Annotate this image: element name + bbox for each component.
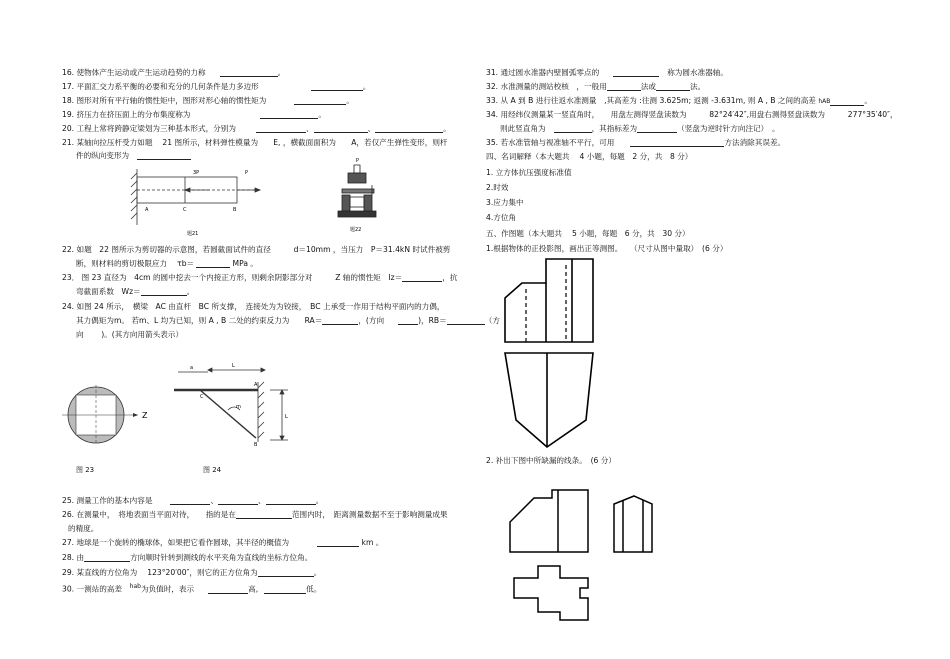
- svg-text:3P: 3P: [193, 170, 200, 176]
- question-20: 20. 工程上常将跨静定梁划为三种基本形式，分别为 、 、 。: [62, 124, 451, 133]
- svg-text:a: a: [190, 365, 194, 371]
- svg-text:B: B: [233, 207, 237, 213]
- question-34-cont: 则此竖直角为 ，其指标差为 （竖盘为逆时针方向注记） 。: [500, 124, 780, 133]
- svg-text:B: B: [254, 442, 258, 448]
- question-26: 26. 在测量中， 将地表面当平面对待， 指的是在 范围内时， 距离测量数据不至于影响测量成果: [62, 510, 448, 519]
- svg-text:L: L: [232, 363, 235, 369]
- question-17: 17. 平面汇交力系平衡的必要和充分的几何条件是力多边形 。: [62, 82, 371, 91]
- drawing-2-figure: [500, 488, 680, 628]
- question-24-cont: 其力偶矩为m。 若m、L 均为已知，则 A , B 二处的约束反力为 RA＝ ，(方向 )，RB＝ （方: [76, 316, 500, 325]
- question-30: 30. 一测站的高差 $^{hab}$为负值时，表示 高, 低。: [62, 583, 322, 594]
- question-16: 16. 使物体产生运动或产生运动趋势的力称 。: [62, 68, 286, 77]
- term-1: 1. 立方体抗压强度标准值: [486, 168, 572, 177]
- drawing-1: 1.根据物体的正投影图，画出正等测图。 （尺寸从图中量取） (6 分）: [486, 244, 728, 253]
- question-29: 29. 某直线的方位角为 123°20′00″，则它的正方位角为 。: [62, 568, 322, 577]
- question-26-cont: 的精度。: [68, 524, 99, 533]
- figure-22-caption: 题22: [350, 227, 362, 233]
- drawing-2: 2. 补出下图中所缺漏的线条。 (6 分）: [486, 456, 616, 465]
- svg-text:A: A: [254, 382, 258, 388]
- svg-text:L: L: [285, 414, 288, 420]
- term-3: 3.应力集中: [486, 198, 524, 207]
- question-34: 34. 用经纬仪测量某一竖直角时， 用盘左测得竖盘读数为 82°24′42″,用盘右测得竖盘读数为 277°35′40″，: [486, 110, 898, 119]
- question-21: 21. 某轴向拉压杆受力如题 21 图所示，材料弹性模量为 E, ，横截面面积为 A，若仅产生弹性变形，则杆: [62, 138, 448, 147]
- figure-24-caption: 图 24: [203, 466, 222, 474]
- question-28: 28. 由 方向顺时针转到测线的水平夹角为直线的坐标方位角。: [62, 553, 313, 562]
- figure-23-caption: 图 23: [76, 466, 95, 474]
- svg-text:C: C: [200, 394, 204, 400]
- question-18: 18. 图形对所有平行轴的惯性矩中，图形对形心轴的惯性矩为 。: [62, 96, 354, 105]
- figure-22: [330, 158, 390, 238]
- svg-text:Z: Z: [142, 411, 148, 420]
- question-25: 25. 测量工作的基本内容是 、 、 。: [62, 496, 324, 505]
- svg-text:C: C: [183, 207, 187, 213]
- svg-text:P: P: [356, 158, 360, 164]
- term-2: 2.时效: [486, 183, 509, 192]
- question-31: 31. 通过圆水准器内壁圆弧零点的 称为圆水准器轴。: [486, 68, 728, 77]
- section-5-heading: 五、作图题（本大题共 5 小题，每题 6 分，共 30 分）: [486, 229, 690, 238]
- question-23-cont: 弯截面系数 Wz＝ 。: [76, 287, 195, 296]
- term-4: 4.方位角: [486, 213, 517, 222]
- drawing-1-figure: [500, 255, 600, 451]
- figure-21: [125, 163, 270, 243]
- question-35: 35. 若水准管轴与视准轴不平行，可用 方法消除其误差。: [486, 138, 786, 147]
- svg-text:m: m: [236, 404, 241, 410]
- figure-21-caption: 题21: [187, 231, 199, 237]
- question-33: 33. 从 A 到 B 进行往返水准测量 ,其高差为 :往测 3.625m; 返测 -3.631m, 则 A , B 之间的高差 hAB 。: [486, 96, 872, 105]
- question-27: 27. 地球是一个旋转的椭球体，如果把它看作圆球，其半径的概值为 km 。: [62, 538, 384, 547]
- question-22: 22. 如题 22 图所示为剪切器的示意图，若圆截面试件的直径 d＝10mm ，当压力 P＝31.4kN 时试件被剪: [62, 245, 451, 254]
- question-22-cont: 断，则材料的剪切极限应力 τb＝ MPa 。: [76, 259, 258, 268]
- question-24: 24. 如图 24 所示， 横梁 AC 由直杆 BC 所支撑， 连接处为为铰接， BC 上承受一作用于结构平面内的力偶，: [62, 302, 445, 311]
- svg-text:A: A: [145, 207, 149, 213]
- figure-23: [60, 380, 160, 450]
- svg-text:P: P: [245, 170, 249, 176]
- question-21-cont: 件的纵向变形为: [76, 151, 191, 160]
- question-32: 32. 水准测量的测站校核 ，一般用 法或 法。: [486, 82, 706, 91]
- question-23: 23． 图 23 直径为 4cm 的圆中挖去一个内接正方形，则剩余阴影部分对 Z 轴的惯性矩 Iz＝ ，抗: [62, 273, 458, 282]
- question-19: 19. 挤压力在挤压面上的分布集度称为 。: [62, 110, 326, 119]
- question-24-cont2: 向 )。(其方向用箭头表示）: [76, 330, 184, 339]
- figure-24: [170, 358, 300, 453]
- section-4-heading: 四、名词解释（本大题共 4 小题，每题 2 分，共 8 分）: [486, 152, 693, 161]
